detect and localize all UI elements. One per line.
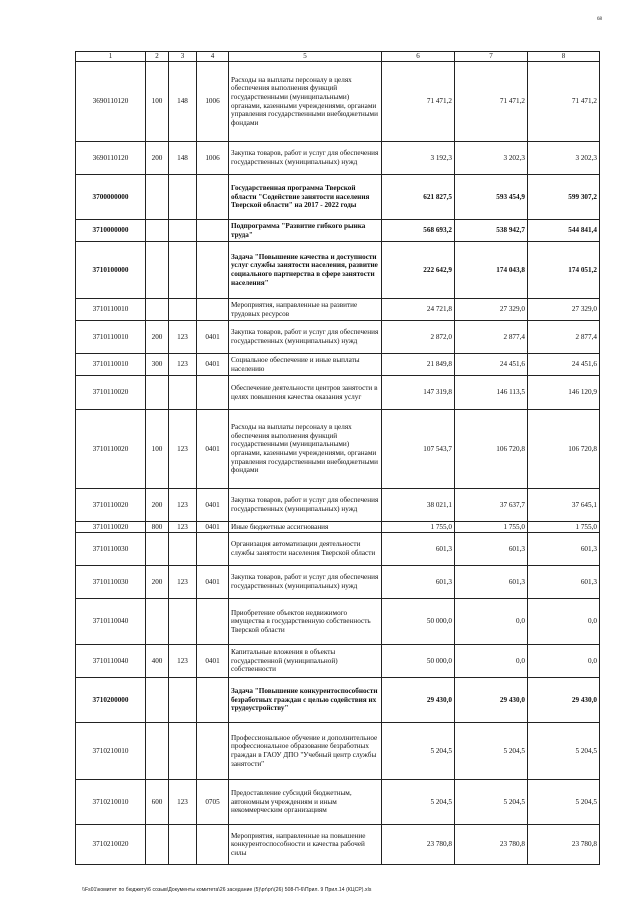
kvr-cell [146,599,169,645]
code-cell: 3710110010 [76,321,146,354]
admin-cell [169,175,197,220]
file-path-footer: \\Fs01\комитет по бюджету\6 созыв\Документы комитета\26 заседание (5)\pr\pr\(26) 508-П-6\Прил. 9 Прил.14 (КЦСР).xls [82,887,372,893]
code-cell: 3710110020 [76,522,146,533]
table-row [76,299,600,321]
code-cell: 3710000000 [76,220,146,242]
section-cell [197,723,229,780]
name-cell: Социальное обеспечение и иные выплаты населению [229,354,382,376]
kvr-cell [146,220,169,242]
value-col7-cell: 5 204,5 [455,780,528,825]
kvr-cell: 400 [146,645,169,678]
value-col8-cell: 5 204,5 [528,780,600,825]
name-cell: Государственная программа Тверской области "Содействие занятости населения Тверской области" на 2017 - 2022 годы [229,175,382,220]
name-cell: Расходы на выплаты персоналу в целях обеспечения выполнения функций государственными (муниципальными) органами, казенными учреждениями, органами управления государственными внебюджетными фондами [229,410,382,489]
value-col7-cell: 29 430,0 [455,678,528,723]
table-row [76,242,600,299]
section-cell [197,376,229,410]
value-col6-cell: 23 780,8 [382,825,455,865]
name-cell: Подпрограмма "Развитие гибкого рынка труда" [229,220,382,242]
table-row [76,220,600,242]
name-cell: Закупка товаров, работ и услуг для обеспечения государственных (муниципальных) нужд [229,142,382,175]
budget-table [75,51,600,865]
value-col6-cell: 1 755,0 [382,522,455,533]
name-cell: Капитальные вложения в объекты государственной (муниципальной) собственности [229,645,382,678]
section-cell [197,175,229,220]
section-cell: 1006 [197,62,229,142]
admin-cell [169,533,197,566]
admin-cell [169,242,197,299]
value-col8-cell: 1 755,0 [528,522,600,533]
code-cell: 3710110030 [76,533,146,566]
value-col6-cell: 222 642,9 [382,242,455,299]
value-col7-cell: 71 471,2 [455,62,528,142]
value-col7-cell: 538 942,7 [455,220,528,242]
table-row [76,62,600,142]
value-col6-cell: 5 204,5 [382,723,455,780]
header-cell: 8 [528,52,600,62]
section-cell: 0705 [197,780,229,825]
value-col8-cell: 174 051,2 [528,242,600,299]
name-cell: Закупка товаров, работ и услуг для обеспечения государственных (муниципальных) нужд [229,321,382,354]
section-cell [197,678,229,723]
admin-cell [169,376,197,410]
admin-cell [169,220,197,242]
table-row [76,533,600,566]
kvr-cell [146,533,169,566]
name-cell: Мероприятия, направленные на развитие трудовых ресурсов [229,299,382,321]
name-cell: Закупка товаров, работ и услуг для обеспечения государственных (муниципальных) нужд [229,489,382,522]
admin-cell: 123 [169,780,197,825]
value-col6-cell: 2 872,0 [382,321,455,354]
value-col7-cell: 0,0 [455,599,528,645]
name-cell: Мероприятия, направленные на повышение конкурентоспособности и качества рабочей силы [229,825,382,865]
header-cell: 2 [146,52,169,62]
value-col8-cell: 29 430,0 [528,678,600,723]
code-cell: 3700000000 [76,175,146,220]
header-cell: 1 [76,52,146,62]
code-cell: 3710110020 [76,489,146,522]
code-cell: 3690110120 [76,142,146,175]
kvr-cell [146,678,169,723]
kvr-cell [146,299,169,321]
value-col7-cell: 3 202,3 [455,142,528,175]
value-col6-cell: 3 192,3 [382,142,455,175]
name-cell: Иные бюджетные ассигнования [229,522,382,533]
code-cell: 3710100000 [76,242,146,299]
value-col6-cell: 107 543,7 [382,410,455,489]
value-col6-cell: 621 827,5 [382,175,455,220]
section-cell: 0401 [197,645,229,678]
header-cell: 4 [197,52,229,62]
value-col7-cell: 593 454,9 [455,175,528,220]
admin-cell: 123 [169,354,197,376]
kvr-cell [146,175,169,220]
code-cell: 3710110040 [76,645,146,678]
table-row [76,376,600,410]
table-row [76,645,600,678]
value-col8-cell: 37 645,1 [528,489,600,522]
name-cell: Расходы на выплаты персоналу в целях обеспечения выполнения функций государственными (муниципальными) органами, казенными учреждениями, органами управления государственными внебюджетными фондами [229,62,382,142]
value-col6-cell: 568 693,2 [382,220,455,242]
value-col7-cell: 27 329,0 [455,299,528,321]
admin-cell [169,599,197,645]
code-cell: 3690110120 [76,62,146,142]
table-row [76,321,600,354]
kvr-cell [146,242,169,299]
value-col7-cell: 601,3 [455,566,528,599]
header-row [76,52,600,62]
admin-cell: 123 [169,522,197,533]
kvr-cell: 100 [146,62,169,142]
value-col6-cell: 38 021,1 [382,489,455,522]
admin-cell [169,723,197,780]
value-col6-cell: 50 000,0 [382,645,455,678]
value-col6-cell: 601,3 [382,533,455,566]
name-cell: Организация автоматизации деятельности службы занятости населения Тверской области [229,533,382,566]
value-col7-cell: 23 780,8 [455,825,528,865]
code-cell: 3710210010 [76,723,146,780]
name-cell: Приобретение объектов недвижимого имущества в государственную собственность Тверской области [229,599,382,645]
admin-cell: 148 [169,142,197,175]
code-cell: 3710110040 [76,599,146,645]
table-row [76,723,600,780]
value-col8-cell: 2 877,4 [528,321,600,354]
value-col8-cell: 0,0 [528,645,600,678]
code-cell: 3710110020 [76,376,146,410]
value-col7-cell: 5 204,5 [455,723,528,780]
value-col7-cell: 1 755,0 [455,522,528,533]
kvr-cell: 200 [146,489,169,522]
section-cell: 0401 [197,566,229,599]
kvr-cell: 200 [146,321,169,354]
table-row [76,410,600,489]
name-cell: Предоставление субсидий бюджетным, автономным учреждениям и иным некоммерческим организациям [229,780,382,825]
section-cell [197,242,229,299]
value-col7-cell: 146 113,5 [455,376,528,410]
table-row [76,599,600,645]
kvr-cell: 300 [146,354,169,376]
section-cell [197,825,229,865]
value-col7-cell: 24 451,6 [455,354,528,376]
table-row [76,354,600,376]
section-cell: 0401 [197,410,229,489]
code-cell: 3710110030 [76,566,146,599]
admin-cell: 123 [169,410,197,489]
table-row [76,142,600,175]
code-cell: 3710110010 [76,354,146,376]
value-col8-cell: 601,3 [528,533,600,566]
section-cell [197,299,229,321]
table-row [76,522,600,533]
kvr-cell: 100 [146,410,169,489]
header-cell: 3 [169,52,197,62]
value-col8-cell: 106 720,8 [528,410,600,489]
section-cell [197,533,229,566]
value-col6-cell: 601,3 [382,566,455,599]
value-col6-cell: 29 430,0 [382,678,455,723]
kvr-cell: 600 [146,780,169,825]
admin-cell: 123 [169,321,197,354]
table-row [76,175,600,220]
value-col6-cell: 147 319,8 [382,376,455,410]
value-col8-cell: 0,0 [528,599,600,645]
code-cell: 3710110020 [76,410,146,489]
name-cell: Профессиональное обучение и дополнительное профессиональное образование безработных граждан в ГАОУ ДПО "Учебный центр службы занятости" [229,723,382,780]
admin-cell: 123 [169,489,197,522]
value-col8-cell: 601,3 [528,566,600,599]
section-cell: 0401 [197,354,229,376]
code-cell: 3710210010 [76,780,146,825]
header-cell: 6 [382,52,455,62]
value-col6-cell: 71 471,2 [382,62,455,142]
value-col8-cell: 146 120,9 [528,376,600,410]
section-cell [197,599,229,645]
table-body [76,62,600,865]
admin-cell: 123 [169,645,197,678]
value-col6-cell: 50 000,0 [382,599,455,645]
value-col8-cell: 23 780,8 [528,825,600,865]
section-cell: 1006 [197,142,229,175]
table-row [76,489,600,522]
kvr-cell [146,723,169,780]
kvr-cell: 800 [146,522,169,533]
section-cell: 0401 [197,489,229,522]
value-col8-cell: 599 307,2 [528,175,600,220]
admin-cell [169,825,197,865]
section-cell [197,220,229,242]
admin-cell: 123 [169,566,197,599]
value-col6-cell: 5 204,5 [382,780,455,825]
name-cell: Задача "Повышение качества и доступности услуг службы занятости населения, развитие социального партнерства в сфере занятости населения" [229,242,382,299]
value-col8-cell: 27 329,0 [528,299,600,321]
value-col7-cell: 37 637,7 [455,489,528,522]
value-col7-cell: 2 877,4 [455,321,528,354]
table-row [76,780,600,825]
value-col8-cell: 71 471,2 [528,62,600,142]
kvr-cell: 200 [146,142,169,175]
table-row [76,825,600,865]
value-col8-cell: 544 841,4 [528,220,600,242]
admin-cell [169,299,197,321]
code-cell: 3710110010 [76,299,146,321]
value-col8-cell: 5 204,5 [528,723,600,780]
code-cell: 3710210020 [76,825,146,865]
page-number: 68 [597,17,602,22]
section-cell: 0401 [197,321,229,354]
table-row [76,566,600,599]
code-cell: 3710200000 [76,678,146,723]
table-row [76,678,600,723]
name-cell: Задача "Повышение конкурентоспособности безработных граждан с целью содействия их трудоустройству" [229,678,382,723]
kvr-cell [146,825,169,865]
value-col7-cell: 0,0 [455,645,528,678]
value-col8-cell: 24 451,6 [528,354,600,376]
kvr-cell: 200 [146,566,169,599]
section-cell: 0401 [197,522,229,533]
name-cell: Обеспечение деятельности центров занятости в целях повышения качества оказания услуг [229,376,382,410]
value-col6-cell: 21 849,8 [382,354,455,376]
kvr-cell [146,376,169,410]
value-col7-cell: 601,3 [455,533,528,566]
value-col7-cell: 106 720,8 [455,410,528,489]
value-col6-cell: 24 721,8 [382,299,455,321]
header-cell: 5 [229,52,382,62]
admin-cell: 148 [169,62,197,142]
name-cell: Закупка товаров, работ и услуг для обеспечения государственных (муниципальных) нужд [229,566,382,599]
value-col8-cell: 3 202,3 [528,142,600,175]
header-cell: 7 [455,52,528,62]
admin-cell [169,678,197,723]
value-col7-cell: 174 043,8 [455,242,528,299]
